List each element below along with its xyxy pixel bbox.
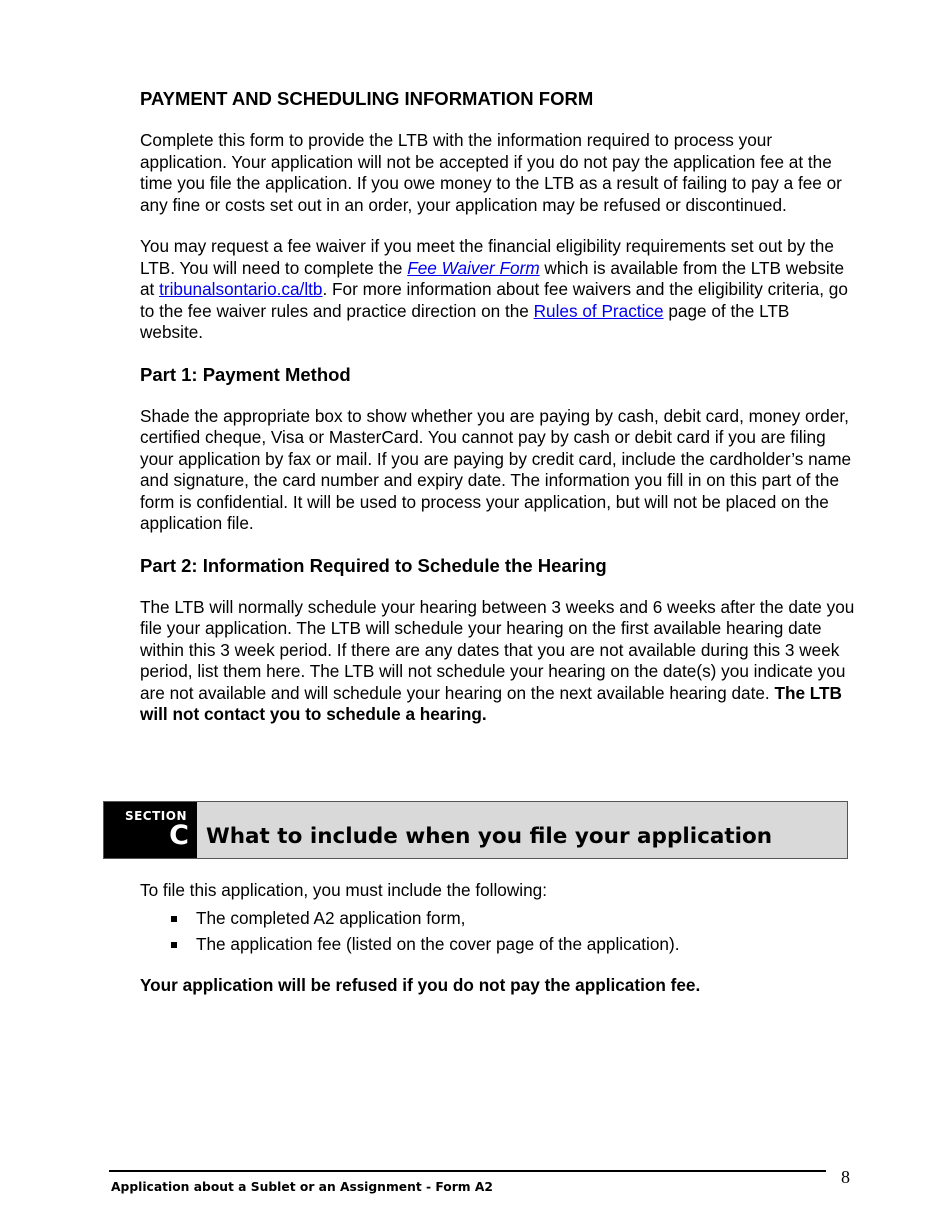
main-content bbox=[140, 88, 855, 746]
list-item bbox=[140, 908, 855, 930]
footer-text: Application about a Sublet or an Assignment - Form A2 bbox=[111, 1180, 493, 1194]
intro-paragraph-2 bbox=[140, 236, 855, 344]
section-c-content bbox=[140, 880, 855, 996]
part2-body bbox=[140, 597, 855, 726]
rules-of-practice-link[interactable]: Rules of Practice bbox=[533, 300, 664, 321]
list-item-text: The application fee (listed on the cover page of the application). bbox=[196, 933, 680, 954]
part1-heading: Part 1: Payment Method bbox=[140, 363, 351, 385]
tribunals-website-link[interactable]: tribunalsontario.ca/ltb bbox=[159, 279, 323, 299]
bullet-square-icon bbox=[171, 916, 177, 922]
list-item bbox=[140, 934, 855, 956]
intro-paragraph-1: Complete this form to provide the LTB with the information required to process your application. Your application will not be accepted if you do not pay the application fee at the time you file the application. If you owe money to the LTB as a result of failing to pay a fee or any fine or costs set out in an order, your application may be refused or discontinued. bbox=[140, 130, 842, 215]
part2-body-text: The LTB will normally schedule your hearing between 3 weeks and 6 weeks after the date you file your application. The LTB will schedule your hearing on the first available hearing date within this 3 week period. If there are any dates that you are not available during this 3 week period, list them here. The LTB will not schedule your hearing on the date(s) you indicate you are not available and will schedule your hearing on the next available hearing date. bbox=[140, 596, 855, 703]
bullet-square-icon bbox=[171, 942, 177, 948]
section-title: What to include when you file your application bbox=[206, 824, 773, 849]
part2-body-bold: The LTB will not contact you to schedule a hearing. bbox=[140, 682, 842, 724]
requirements-list bbox=[140, 908, 855, 956]
footer-divider bbox=[109, 1170, 826, 1172]
page-number: 8 bbox=[841, 1167, 850, 1187]
intro-p2-text-a: You may request a fee waiver if you meet the financial eligibility requirements set out by the LTB. You will need to complete the bbox=[140, 236, 834, 278]
list-item-text: The completed A2 application form, bbox=[196, 907, 466, 928]
section-word: SECTION bbox=[124, 809, 187, 823]
section-c-header bbox=[103, 801, 848, 859]
intro-p2-text-b: which is available from the LTB website at bbox=[140, 257, 845, 299]
section-letter: C bbox=[169, 820, 189, 851]
intro-p2-text-c: . For more information about fee waivers and the eligibility criteria, go to the fee waiver rules and practice direction on the bbox=[140, 279, 848, 321]
part2-heading: Part 2: Information Required to Schedule the Hearing bbox=[140, 554, 607, 576]
section-c-intro: To file this application, you must include the following: bbox=[140, 880, 547, 900]
part1-body: Shade the appropriate box to show whether you are paying by cash, debit card, money order, certified cheque, Visa or MasterCard. You cannot pay by cash or debit card if you are filing your application by fax or mail. If you are paying by credit card, include the cardholder’s name and signature, the card number and expiry date. The information you fill in on this part of the form is confidential. It will be used to process your application, but will not be placed on the application file. bbox=[140, 405, 852, 533]
fee-warning: Your application will be refused if you do not pay the application fee. bbox=[140, 975, 701, 995]
section-label bbox=[104, 802, 197, 858]
fee-waiver-form-link[interactable]: Fee Waiver Form bbox=[407, 257, 540, 278]
intro-p2-text-d: page of the LTB website. bbox=[140, 300, 790, 342]
page-title: PAYMENT AND SCHEDULING INFORMATION FORM bbox=[140, 88, 594, 109]
